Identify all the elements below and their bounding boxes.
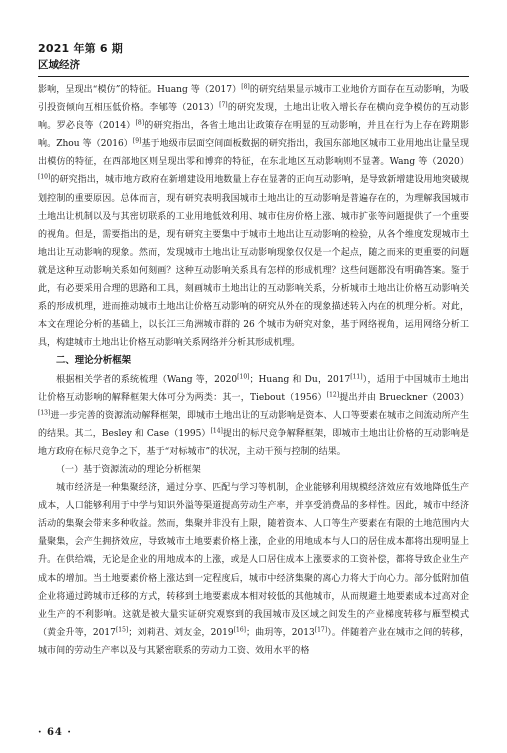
citation-marker: [14]	[210, 427, 223, 435]
text-run: ）。伴随着产业在城市之间的转移，城市间的劳动生产率以及与其紧密联系的劳动力工资、效用水平的格	[38, 627, 469, 656]
text-run: 的研究指出，城市地方政府在新增建设用地数量上存在显著的正向互动影响，是导致新增建设用地突破规划控制的重要原因。总体而言，现有研究表明我国城市土地出让的互动影响是普遍存在的，为理解我国城市土地出让机制以及与其密切联系的工业用地低效利用、城市住房价格上涨、城市扩张等问题提供了一个重要的视角。但是，需要指出的是，现有研究主要集中于城市土地出让互动影响的检验，从各个维度发现城市土地出让互动影响的现象。然而，发现城市土地出让互动影响现象仅仅是一个起点，随之而来的更重要的问题就是这种互动影响关系如何刻画？这种互动影响关系具有怎样的形成机理？这些问题都没有明确答案。鉴于此，有必要采用合理的思路和工具，刻画城市土地出让的互动影响关系，分析城市土地出让价格互动影响关系的形成机理，进而推动城市土地出让价格互动影响的研究从外在的现象描述转入内在的机理分析。对此，本文在理论分析的基础上，以长江三角洲城市群的 26 个城市为研究对象，基于网络视角，运用网络分析工具，构建城市土地出让价格互动影响关系网络并分析其形成机理。	[38, 175, 469, 349]
text-run: 进一步完善的资源流动解释框架，即城市土地出让的互动影响是资本、人口等要素在城市之间流动所产生的结果。其二，Besley 和 Case（1995）	[38, 410, 469, 439]
page-number: · 64 ·	[38, 727, 72, 738]
paragraph-resource-flow	[38, 479, 469, 660]
citation-marker: [17]	[314, 626, 328, 634]
running-header	[38, 42, 468, 72]
text-run: ），适用于中国城市土地出让价格互动影响的解释框架大体可分为两类：其一，Tiebout（1956）	[38, 374, 469, 403]
text-run: 的研究发现，土地出让收入增长存在横向竞争模仿的互动影响。罗必良等（2014）	[38, 103, 470, 132]
issue-label: 2021 年第 6 期	[38, 42, 123, 55]
citation-marker: [8]	[135, 119, 145, 127]
citation-marker: [16]	[233, 626, 246, 634]
text-run: ；Huang 和 Du，2017	[249, 374, 351, 385]
citation-marker: [12]	[326, 391, 340, 399]
text-run: 的研究指出，各省土地出让政策存在明显的互动影响，并且在行为上存在跨期影响。Zhou 等（2016）	[38, 121, 469, 150]
citation-marker: [13]	[38, 409, 51, 417]
subsection-heading: （一）基于资源流动的理论分析框架	[56, 464, 201, 475]
text-run: 提出的标尺竞争解释框架，即城市土地出让价格的互动影响是地方政府在标尺竞争之下，基于“对标城市”的状况，主动干预与控制的结果。	[38, 428, 469, 457]
paragraph-framework-intro	[38, 371, 469, 461]
text-run: 影响，呈现出“模仿”的特征。Huang 等（2017）	[38, 85, 242, 95]
citation-marker: [9]	[132, 137, 142, 145]
header-divider	[38, 76, 469, 77]
text-run: 城市经济是一种集聚经济，通过分享、匹配与学习等机制，企业能够利用规模经济效应有效地降低生产成本，人口能够利用于中学与知识外溢等渠道提高劳动生产率，并享受消费品的多样性。因此，城市中经济活动的集聚会带来多种收益。然而，集聚并非没有上限，随着资本、人口等生产要素在有限的土地范围内大量聚集，会产生拥挤效应，导致城市土地要素价格上涨，企业的用地成本与人口的居住成本都将出现明显上升。在供给端，无论是企业的用地成本的上涨，或是人口居住成本上涨要求的工资补偿，都将导致企业生产成本的增加。当土地要素价格上涨达到一定程度后，城市中经济集聚的离心力将大于向心力。部分低附加值企业将通过跨城市迁移的方式，转移到土地要素成本相对较低的其他城市，从而规避土地要素成本过高对企业生产的不利影响。这就是被大量实证研究观察到的我国城市及区域之间发生的产业梯度转移与雁型模式（黄金升等，2017	[38, 483, 469, 638]
text-run: ；曲玥等，2013	[245, 627, 315, 638]
text-run: ；刘莉君、刘友金，2019	[128, 627, 234, 638]
text-run: 基于地级市层面空间面板数据的研究指出，我国东部地区城市工业用地出让量呈现出模仿的特征，在西部地区则呈现出零和博弈的特征，在东北地区互动影响则不显著。Wang 等（2020）	[38, 139, 469, 168]
section-heading: 二、理论分析框架	[56, 355, 132, 367]
paragraph-literature-review	[38, 81, 469, 352]
text-run: 的研究结果显示城市工业地价方面存在互动影响，为吸引投资倾向互相压低价格。李郇等（2013）	[38, 85, 469, 114]
text-run: 根据相关学者的系统梳理（Wang 等，2020	[56, 374, 238, 385]
citation-marker: [10]	[38, 173, 51, 181]
citation-marker: [15]	[115, 626, 129, 634]
citation-marker: [7]	[219, 101, 228, 109]
article-body	[38, 81, 469, 660]
section-label: 区域经济	[38, 59, 80, 71]
text-run: 提出并由 Brueckner（2003）	[339, 392, 469, 403]
citation-marker: [10]	[237, 373, 250, 380]
citation-marker: [11]	[350, 373, 363, 380]
citation-marker: [8]	[241, 83, 250, 91]
